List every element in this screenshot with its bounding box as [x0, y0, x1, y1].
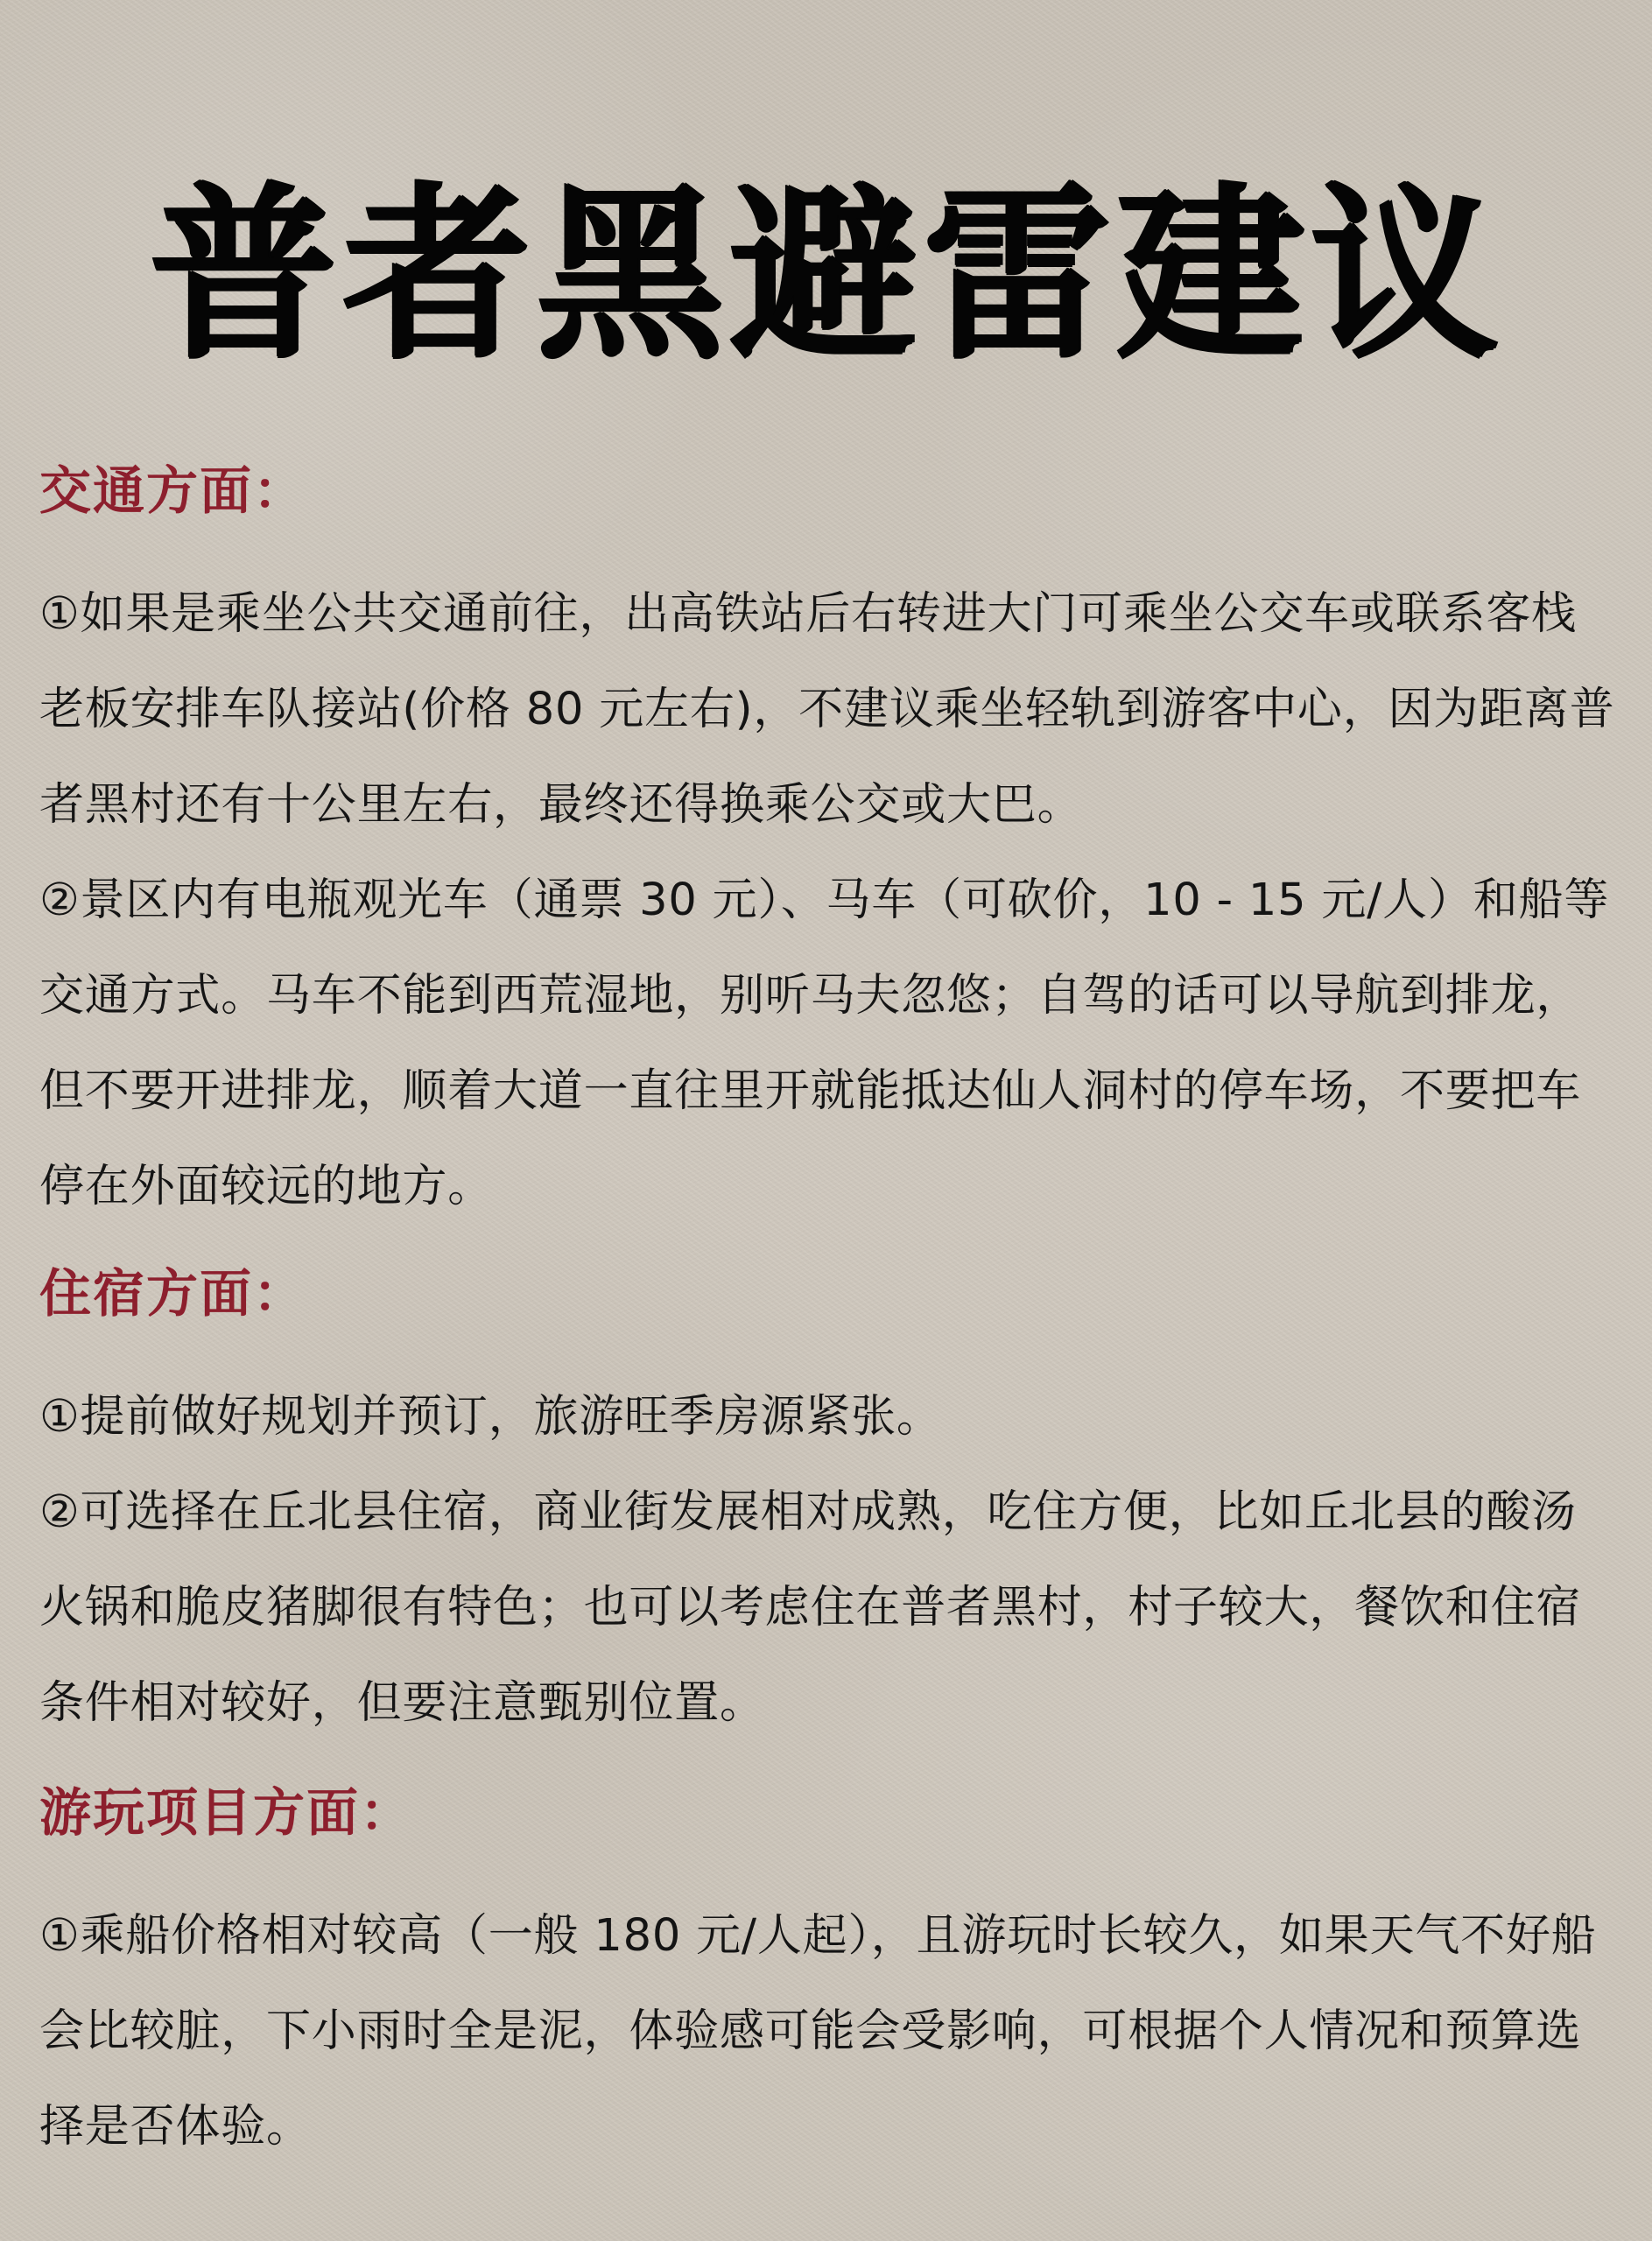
activity-section	[39, 1776, 1615, 2174]
page-title: 普者黑避雷建议	[149, 166, 1503, 384]
lodging-tip-1: ①提前做好规划并预订，旅游旺季房源紧张。	[39, 1391, 942, 1443]
traffic-tip-1: ①如果是乘坐公共交通前往，出高铁站后右转进大门可乘坐公交车或联系客栈老板安排车队接站(价格 80 元左右)，不建议乘坐轻轨到游客中心，因为距离普者黑村还有十公里左右，最终还得换乘公交或大巴。	[39, 588, 1615, 831]
traffic-section-heading: 交通方面：	[39, 460, 307, 521]
activity-section-heading: 游玩项目方面：	[39, 1782, 414, 1843]
traffic-tip-2: ②景区内有电瓶观光车（通票 30 元）、马车（可砍价，10 - 15 元/人）和船等交通方式。马车不能到西荒湿地，别听马夫忽悠；自驾的话可以导航到排龙，但不要开进排龙，顺着大道一直往里开就能抵达仙人洞村的停车场，不要把车停在外面较远的地方。	[39, 875, 1610, 1212]
lodging-section-heading: 住宿方面：	[39, 1263, 307, 1324]
lodging-tip-2: ②可选择在丘北县住宿，商业街发展相对成熟，吃住方便，比如丘北县的酸汤火锅和脆皮猪脚很有特色；也可以考虑住在普者黑村，村子较大，餐饮和住宿条件相对较好，但要注意甄别位置。	[39, 1486, 1582, 1729]
traffic-section	[39, 454, 1615, 1212]
lodging-section	[39, 1257, 1615, 1751]
activity-tip-1: ①乘船价格相对较高（一般 180 元/人起），且游玩时长较久，如果天气不好船会比较脏，下小雨时全是泥，体验感可能会受影响，可根据个人情况和预算选择是否体验。	[39, 1910, 1597, 2153]
